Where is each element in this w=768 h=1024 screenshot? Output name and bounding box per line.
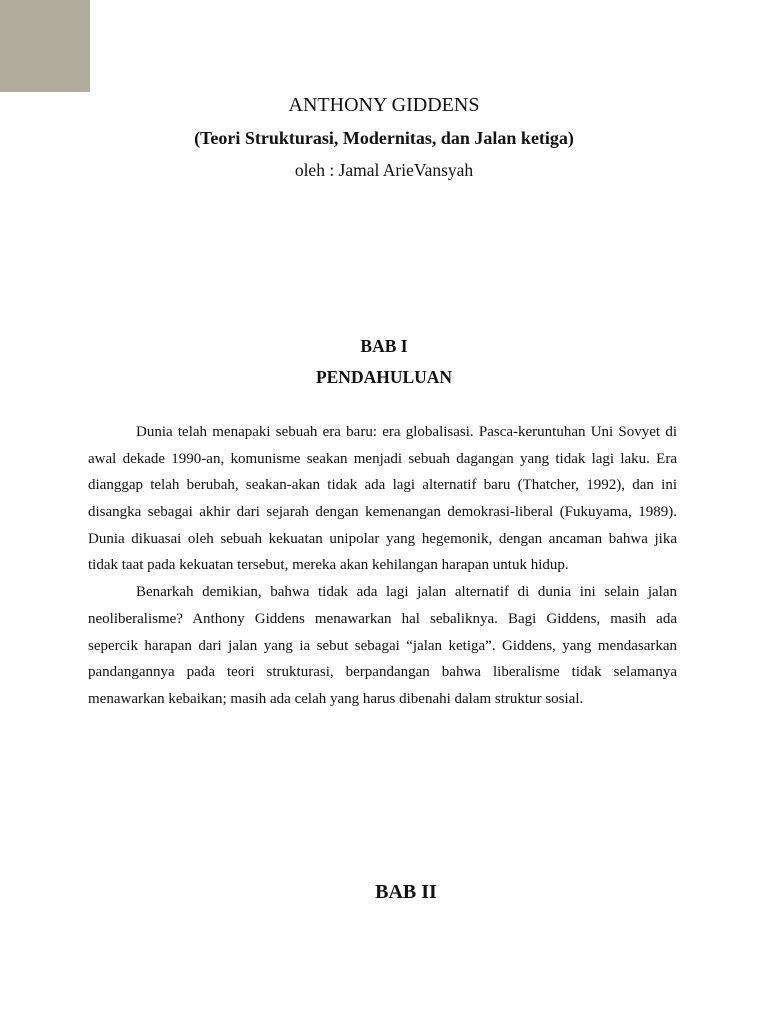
- paragraph-line: disangka sebagai akhir dari sejarah dengan kemenangan demokrasi-liberal (Fukuyama, 1989).: [88, 504, 677, 521]
- document-title: ANTHONY GIDDENS: [288, 94, 480, 116]
- paragraph-line: menawarkan kebaikan; masih ada celah yang harus dibenahi dalam struktur sosial.: [88, 690, 584, 707]
- paragraph-line: pandangannya pada teori strukturasi, berpandangan bahwa liberalisme tidak selamanya: [88, 664, 677, 681]
- paragraph-line: dianggap telah berubah, seakan-akan tidak ada lagi alternatif baru (Thatcher, 1992), dan ini: [88, 477, 677, 494]
- paragraph-line: Dunia telah menapaki sebuah era baru: era globalisasi. Pasca-keruntuhan Uni Sovyet di: [136, 424, 677, 440]
- chapter-1-body: [88, 419, 677, 713]
- author-line: oleh : Jamal ArieVansyah: [294, 160, 474, 180]
- paragraph-line: sepercik harapan dari jalan yang ia sebut sebagai “jalan ketiga”. Giddens, yang mendasarkan: [88, 637, 677, 654]
- document-subtitle: (Teori Strukturasi, Modernitas, dan Jalan ketiga): [194, 128, 574, 148]
- chapter-1-label: BAB I: [360, 336, 408, 356]
- paragraph: [88, 419, 677, 579]
- corner-block: [0, 0, 90, 92]
- paragraph: [88, 579, 677, 712]
- paragraph-line: awal dekade 1990-an, komunisme seakan menjadi sebuah dagangan yang tidak lagi laku. Era: [88, 450, 677, 467]
- paragraph-line: neoliberalisme? Anthony Giddens menawarkan hal sebaliknya. Bagi Giddens, masih ada: [88, 610, 677, 627]
- paragraph-line: Benarkah demikian, bahwa tidak ada lagi jalan alternatif di dunia ini selain jalan: [136, 584, 677, 601]
- chapter-1-heading: PENDAHULUAN: [315, 367, 453, 387]
- paragraph-line: Dunia dikuasai oleh sebuah kekuatan unipolar yang hegemonik, dengan ancaman bahwa jika: [88, 530, 677, 547]
- chapter-2-label: BAB II: [375, 881, 437, 903]
- paragraph-line: tidak taat pada kekuatan tersebut, mereka akan kehilangan harapan untuk hidup.: [88, 557, 569, 574]
